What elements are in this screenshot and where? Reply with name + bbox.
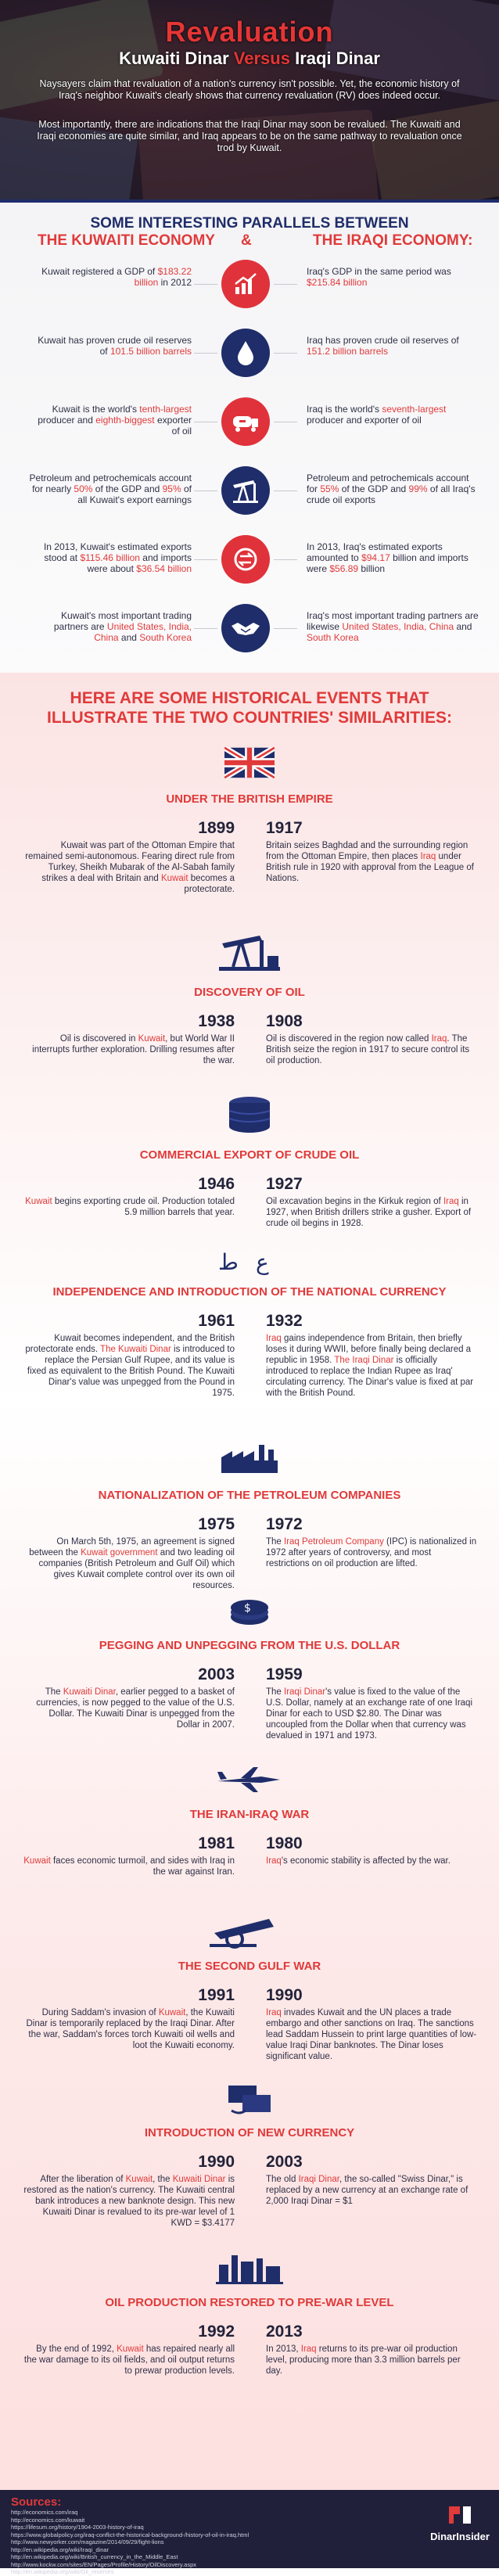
body-text: Iraq's most important trading partners are likewise bbox=[307, 610, 479, 632]
currency-exchange-icon bbox=[0, 2081, 499, 2117]
body-text: under British rule in 1920 with approval from the League of Nations. bbox=[266, 852, 474, 883]
oil-barrel-icon bbox=[0, 1095, 499, 1134]
highlight-text: eighth-biggest bbox=[95, 415, 155, 426]
highlight-text: Kuwait bbox=[138, 1034, 166, 1044]
source-link[interactable]: http://en.wikipedia.org/wiki/British_currency_in_the_Middle_East bbox=[11, 2553, 178, 2560]
body-text: The old bbox=[266, 2175, 299, 2184]
iraq-year: 2013 bbox=[266, 2323, 303, 2341]
kuwait-event-text bbox=[23, 1033, 235, 1066]
connector-line bbox=[274, 284, 297, 285]
body-text: and imports were about bbox=[87, 552, 192, 574]
body-text: is restored as the nation's currency. The Kuwaiti central bank introduces a new banknote design. This new Kuwaiti Dinar is revalued to its pre-war level of 1 KWD = $3.4177 bbox=[23, 2175, 235, 2228]
iraq-fact bbox=[307, 610, 479, 643]
body-text: billion bbox=[358, 563, 386, 574]
page-subtitle bbox=[0, 49, 499, 69]
iraq-event-text bbox=[266, 1196, 477, 1229]
body-text: of the GDP and bbox=[92, 483, 163, 494]
highlight-text: South Korea bbox=[139, 632, 192, 643]
cannon-icon bbox=[0, 1913, 499, 1949]
body-text: (IPC) is nationalized in 1972 after years of controversy, and most restrictions on oil production are lifted. bbox=[266, 1537, 477, 1568]
body-text: faces economic turmoil, and sides with Iraq in the war against Iran. bbox=[50, 1856, 235, 1877]
body-text: Oil is discovered in bbox=[59, 1034, 138, 1044]
connector-line bbox=[194, 490, 217, 491]
body-text: and bbox=[454, 621, 472, 632]
iraq-year: 1980 bbox=[266, 1834, 303, 1852]
body-text: , earlier pegged to a basket of currencies, is now pegged to the value of the U.S. Dollar. The Kuwaiti Dinar is unpegged from the Dollar in 2007. bbox=[36, 1687, 235, 1730]
iraq-year: 1927 bbox=[266, 1175, 303, 1193]
kuwait-year: 1981 bbox=[198, 1834, 235, 1852]
body-text: , the bbox=[153, 2175, 173, 2184]
highlight-text: Iraq bbox=[266, 1334, 282, 1343]
ampersand: & bbox=[241, 232, 252, 249]
body-text: During Saddam's invasion of bbox=[41, 2008, 159, 2017]
body-text: In 2013, Kuwait's estimated exports stood at bbox=[43, 541, 192, 563]
iraq-heading: THE IRAQI ECONOMY: bbox=[313, 232, 473, 249]
svg-text:ع: ع bbox=[256, 1249, 269, 1275]
brand-logo bbox=[429, 2503, 491, 2542]
kuwait-event-text bbox=[23, 1687, 235, 1730]
highlight-text: Iraq bbox=[266, 2008, 282, 2017]
body-text: After the liberation of bbox=[40, 2175, 126, 2184]
divider bbox=[0, 199, 499, 203]
highlight-text: The Iraqi Dinar bbox=[334, 1356, 394, 1365]
subtitle-kuwaiti: Kuwaiti Dinar bbox=[119, 49, 229, 68]
event-heading: COMMERCIAL EXPORT OF CRUDE OIL bbox=[139, 1148, 360, 1162]
body-text: Iraq has proven crude oil reserves of bbox=[307, 335, 459, 346]
oil-tanker-circle bbox=[221, 397, 270, 446]
kuwait-fact bbox=[27, 610, 192, 643]
iraq-year: 1990 bbox=[266, 1986, 303, 2004]
iraq-event-text bbox=[266, 1856, 477, 1866]
svg-text:$: $ bbox=[244, 1602, 251, 1615]
kuwait-year: 1946 bbox=[198, 1175, 235, 1193]
kuwait-year: 1990 bbox=[198, 2153, 235, 2171]
source-link[interactable]: https://www.globalpolicy.org/iraq-conflict-the-historical-background-/history-of-oil-in-iraq.html bbox=[11, 2531, 250, 2538]
body-text: and two leading oil companies (British Petroleum and Gulf Oil) which gives Kuwait complete control over its own oil resources. bbox=[38, 1548, 235, 1590]
oil-pump-icon bbox=[230, 477, 261, 504]
body-text: , the so-called "Swiss Dinar," is replaced by a new currency at an exchange rate of 2,000 Iraqi Dinar = $1 bbox=[266, 2175, 468, 2206]
body-text: Petroleum and petrochemicals account for nearly bbox=[29, 472, 192, 494]
iraq-event-text bbox=[266, 1687, 477, 1741]
highlight-text: Kuwait bbox=[161, 874, 188, 883]
body-text: Oil excavation begins in the Kirkuk region of bbox=[266, 1197, 443, 1206]
kuwait-event-text bbox=[23, 1196, 235, 1218]
iraq-year: 1908 bbox=[266, 1012, 303, 1030]
body-text: is introduced to replace the Persian Gulf Rupee, and its value is fixed as equivalent to the British Pound. The Kuwaiti Dinar's value was unpegged from the Pound in 1975. bbox=[27, 1345, 235, 1398]
highlight-text: Kuwait government bbox=[81, 1548, 158, 1557]
factory-icon bbox=[0, 1443, 499, 1475]
highlight-text: Iraqi Dinar bbox=[298, 2175, 339, 2184]
event-heading: INTRODUCTION OF NEW CURRENCY bbox=[144, 2126, 355, 2139]
body-text: The bbox=[266, 1687, 285, 1697]
iraq-event-text bbox=[266, 1536, 477, 1569]
body-text: Petroleum and petrochemicals account for bbox=[307, 472, 469, 494]
body-text: 's economic stability is affected by the war. bbox=[281, 1856, 451, 1866]
handshake-circle bbox=[221, 604, 270, 652]
connector-line bbox=[274, 353, 297, 354]
highlight-text: 101.5 billion barrels bbox=[109, 346, 192, 357]
highlight-text: $56.89 bbox=[329, 563, 359, 574]
highlight-text: Kuwaiti Dinar bbox=[172, 2175, 226, 2184]
highlight-text: The Kuwaiti Dinar bbox=[100, 1345, 171, 1354]
body-text: Kuwait has proven crude oil reserves of bbox=[38, 335, 192, 357]
event-heading: DISCOVERY OF OIL bbox=[194, 986, 305, 999]
refinery-icon bbox=[0, 2249, 499, 2285]
kuwait-heading: THE KUWAITI ECONOMY bbox=[38, 232, 215, 249]
kuwait-event-text bbox=[23, 840, 235, 895]
event-heading: THE IRAN-IRAQ WAR bbox=[189, 1808, 310, 1821]
iraq-year: 1917 bbox=[266, 819, 303, 837]
kuwait-event-text bbox=[23, 2344, 235, 2377]
iraq-event-text bbox=[266, 1333, 477, 1399]
highlight-text: Kuwait bbox=[158, 2008, 186, 2017]
event-heading: NATIONALIZATION OF THE PETROLEUM COMPANIES bbox=[98, 1489, 401, 1502]
highlight-text: Kuwaiti Dinar bbox=[63, 1687, 116, 1697]
body-text: and bbox=[118, 632, 140, 643]
exchange-arrows-icon bbox=[232, 545, 260, 573]
oil-drop-circle bbox=[221, 329, 270, 377]
body-text: is officially introduced to replace the Indian Rupee as Iraq' circulating currency. The Dinar's value is fixed at par with the British Pound. bbox=[266, 1356, 474, 1398]
body-text: Kuwait becomes independent, and the British protectorate ends. bbox=[25, 1334, 235, 1354]
highlight-text: Iraq bbox=[266, 1856, 282, 1866]
highlight-text: tenth-largest bbox=[139, 404, 192, 415]
body-text: of the GDP and bbox=[339, 483, 409, 494]
page-title: Revaluation bbox=[165, 16, 334, 48]
highlight-text: Iraq bbox=[300, 2344, 317, 2354]
body-text: in 2012 bbox=[158, 277, 192, 288]
iraq-year: 1959 bbox=[266, 1665, 303, 1683]
body-text: In 2013, bbox=[266, 2344, 301, 2354]
connector-line bbox=[274, 490, 297, 491]
source-link[interactable]: http://www.kockw.com/sites/EN/Pages/Profile/History/OilDiscovery.aspx bbox=[11, 2560, 197, 2568]
oil-drop-icon bbox=[233, 339, 258, 367]
sources-title: Sources: bbox=[11, 2495, 62, 2509]
kuwait-year: 2003 bbox=[198, 1665, 235, 1683]
body-text: The bbox=[266, 1537, 285, 1547]
connector-line bbox=[194, 628, 217, 629]
body-text: billion and imports were bbox=[307, 552, 468, 574]
connector-line bbox=[194, 353, 217, 354]
iraq-event-text bbox=[266, 2007, 477, 2062]
growth-chart-circle bbox=[221, 260, 270, 308]
connector-line bbox=[274, 559, 297, 560]
iraq-year: 1972 bbox=[266, 1515, 303, 1533]
body-text: begins exporting crude oil. Production totaled 5.9 million barrels that year. bbox=[52, 1197, 235, 1217]
body-text: , but World War II interrupts further exploration. Drilling resumes after the war. bbox=[32, 1034, 235, 1065]
source-link[interactable]: http://www.newyorker.com/magazine/2014/09/29/fight-lions bbox=[11, 2538, 164, 2545]
kuwait-event-text bbox=[23, 1856, 235, 1877]
body-text: Kuwait registered a GDP of bbox=[41, 266, 158, 277]
oil-pump-circle bbox=[221, 466, 270, 515]
body-text: The bbox=[45, 1687, 63, 1697]
highlight-text: 95% bbox=[162, 483, 181, 494]
event-heading: PEGGING AND UNPEGGING FROM THE U.S. DOLLAR bbox=[99, 1639, 400, 1652]
highlight-text: Kuwait bbox=[25, 1197, 52, 1206]
highlight-text: Iraq bbox=[431, 1034, 447, 1044]
event-heading: INDEPENDENCE AND INTRODUCTION OF THE NATIONAL CURRENCY bbox=[52, 1285, 447, 1299]
iraq-year: 2003 bbox=[266, 2153, 303, 2171]
kuwait-year: 1961 bbox=[198, 1312, 235, 1330]
body-text: becomes a protectorate. bbox=[184, 874, 235, 894]
brand-name: DinarInsider bbox=[430, 2531, 490, 2542]
body-text: in 1927, when British drillers strike a gusher. Export of crude oil begins in 1928. bbox=[266, 1197, 472, 1228]
kuwait-year: 1899 bbox=[198, 819, 235, 837]
kuwait-fact bbox=[27, 335, 192, 357]
source-link[interactable]: http://en.wikipedia.org/wiki/Iraqi_dinar bbox=[11, 2545, 109, 2553]
body-text: On March 5th, 1975, an agreement is signed between the bbox=[29, 1537, 235, 1557]
dinar-symbol-icon bbox=[0, 1248, 499, 1276]
body-text: gains independence from Britain, then briefly loses it during WWII, before finally being declared a republic in 1958. bbox=[266, 1334, 472, 1365]
kuwait-fact bbox=[27, 472, 192, 505]
kuwait-year: 1992 bbox=[198, 2323, 235, 2341]
kuwait-year: 1975 bbox=[198, 1515, 235, 1533]
highlight-text: $115.46 billion bbox=[80, 552, 140, 563]
body-text: In 2013, Iraq's estimated exports amounted to bbox=[307, 541, 443, 563]
highlight-text: Kuwait bbox=[117, 2344, 144, 2354]
event-heading: THE SECOND GULF WAR bbox=[178, 1960, 321, 1973]
highlight-text: United States, India, China bbox=[342, 621, 454, 632]
kuwait-event-text bbox=[23, 2174, 235, 2229]
iraq-event-text bbox=[266, 840, 477, 884]
connector-line bbox=[194, 559, 217, 560]
highlight-text: United States, India, China bbox=[94, 621, 192, 643]
highlight-text: Iraq bbox=[420, 852, 436, 861]
kuwait-year: 1938 bbox=[198, 1012, 235, 1030]
kuwait-year: 1991 bbox=[198, 1986, 235, 2004]
highlight-text: $183.22 billion bbox=[134, 266, 192, 288]
iraq-fact bbox=[307, 335, 479, 357]
highlight-text: $94.17 bbox=[361, 552, 390, 563]
body-text: Iraq's GDP in the same period was bbox=[307, 266, 451, 277]
union-jack-flag-icon bbox=[0, 747, 499, 778]
svg-text:ط: ط bbox=[218, 1249, 239, 1275]
body-text: Kuwait's most important trading partners are bbox=[53, 610, 192, 632]
highlight-text: $36.54 billion bbox=[136, 563, 192, 574]
source-link[interactable]: http://en.wikipedia.org/wiki/Oil_reserves bbox=[11, 2568, 114, 2575]
highlight-text: 55% bbox=[320, 483, 339, 494]
kuwait-event-text bbox=[23, 2007, 235, 2051]
iraq-event-text bbox=[266, 1033, 477, 1066]
body-text: By the end of 1992, bbox=[36, 2344, 117, 2354]
body-text: of all Kuwait's export earnings bbox=[77, 483, 192, 505]
body-text: returns to its pre-war oil production level, producing more than 3.3 million barrels per day. bbox=[266, 2344, 461, 2376]
subtitle-versus: Versus bbox=[233, 49, 290, 68]
events-title: HERE ARE SOME HISTORICAL EVENTS THAT ILLUSTRATE THE TWO COUNTRIES' SIMILARITIES: bbox=[47, 689, 452, 727]
body-text: invades Kuwait and the UN places a trade embargo and other sanctions on Iraq. The sanctions lead Saddam Hussein to print large quantities of low-value Iraqi Dinar banknotes. The Dinar loses significant value. bbox=[266, 2008, 477, 2061]
handshake-icon bbox=[230, 616, 261, 640]
iraq-fact bbox=[307, 404, 479, 426]
exchange-arrows-circle bbox=[221, 535, 270, 584]
highlight-text: 50% bbox=[74, 483, 93, 494]
body-text: , the Kuwaiti Dinar is temporarily replaced by the Iraqi Dinar. After the war, Saddam's forces torch Kuwaiti oil wells and loot the Kuwaiti economy. bbox=[26, 2008, 235, 2050]
highlight-text: 151.2 billion barrels bbox=[307, 346, 389, 357]
highlight-text: Iraq Petroleum Company bbox=[284, 1537, 384, 1547]
intro-paragraph: Most importantly, there are indications that the Iraqi Dinar may soon be revalued. The Kuwaiti and Iraqi economies are quite similar, and Iraq appears to be on the same pathway to revaluation once trod by Kuwait. bbox=[37, 119, 462, 153]
highlight-text: Iraq bbox=[443, 1197, 459, 1206]
highlight-text: seventh-largest bbox=[382, 404, 447, 415]
iraq-event-text bbox=[266, 2344, 477, 2377]
body-text: has repaired nearly all the war damage to its oil fields, and oil output returns to prewar production levels. bbox=[23, 2344, 235, 2376]
body-text: 's value is fixed to the value of the U.S. Dollar, namely at an exchange rate of one Iraqi Dinar for each to USD $2.80. The Dinar was uncoupled from the Dollar when that currency was devalued in 1971 and 1973. bbox=[266, 1687, 473, 1741]
oil-tanker-icon bbox=[230, 410, 261, 433]
iraq-fact bbox=[307, 472, 479, 505]
highlight-text: Kuwait bbox=[125, 2175, 153, 2184]
brand-mark-icon bbox=[444, 2503, 476, 2527]
iraq-event-text bbox=[266, 2174, 477, 2207]
growth-chart-icon bbox=[232, 270, 260, 298]
body-text: of all Iraq's crude oil exports bbox=[307, 483, 476, 505]
subtitle-iraqi: Iraqi Dinar bbox=[295, 49, 380, 68]
fighter-jet-icon bbox=[0, 1764, 499, 1795]
highlight-text: Iraqi Dinar bbox=[284, 1687, 326, 1697]
kuwait-event-text bbox=[23, 1333, 235, 1399]
kuwait-fact bbox=[27, 404, 192, 437]
body-text: producer and exporter of oil bbox=[307, 415, 422, 426]
oil-derrick-icon bbox=[0, 932, 499, 972]
source-link[interactable]: http://economics.com/kuwait bbox=[11, 2516, 85, 2524]
highlight-text: $215.84 billion bbox=[307, 277, 368, 288]
highlight-text: 99% bbox=[408, 483, 428, 494]
body-text: Iraq is the world's bbox=[307, 404, 382, 415]
source-link[interactable]: https://lifesum.org/history/1904-2003-history-of-iraq bbox=[11, 2524, 144, 2531]
connector-line bbox=[194, 284, 217, 285]
highlight-text: South Korea bbox=[307, 632, 359, 643]
dollar-coin-icon bbox=[0, 1592, 499, 1631]
kuwait-fact bbox=[27, 541, 192, 574]
body-text: Oil is discovered in the region now called bbox=[266, 1034, 432, 1044]
event-heading: OIL PRODUCTION RESTORED TO PRE-WAR LEVEL bbox=[105, 2296, 394, 2309]
body-text: Kuwait is the world's bbox=[52, 404, 140, 415]
connector-line bbox=[274, 628, 297, 629]
iraq-year: 1932 bbox=[266, 1312, 303, 1330]
kuwait-fact bbox=[27, 266, 192, 288]
highlight-text: Kuwait bbox=[23, 1856, 51, 1866]
intro-paragraph: Naysayers claim that revaluation of a nation's currency isn't possible. Yet, the economic history of Iraq's neighbor Kuwait's clearly shows that currency revaluation (RV) does indeed occur. bbox=[39, 78, 460, 101]
body-text: . The British seize the region in 1917 to secure control its oil production. bbox=[266, 1034, 470, 1065]
kuwait-event-text bbox=[23, 1536, 235, 1591]
body-text: Kuwait was part of the Ottoman Empire that remained semi-autonomous. Fearing direct rule from Turkey, Sheikh Mubarak of the Al-Sabah family strikes a deal with Britain and bbox=[25, 841, 235, 883]
iraq-fact bbox=[307, 541, 479, 574]
body-text: Britain seizes Baghdad and the surrounding region from the Ottoman Empire, then places bbox=[266, 841, 468, 861]
parallels-title: SOME INTERESTING PARALLELS BETWEEN bbox=[90, 215, 409, 232]
sources-list bbox=[11, 2509, 418, 2576]
event-heading: UNDER THE BRITISH EMPIRE bbox=[166, 792, 333, 806]
body-text: exporter of oil bbox=[154, 415, 192, 437]
iraq-fact bbox=[307, 266, 479, 288]
body-text: producer and bbox=[38, 415, 96, 426]
source-link[interactable]: http://economics.com/iraq bbox=[11, 2509, 78, 2516]
